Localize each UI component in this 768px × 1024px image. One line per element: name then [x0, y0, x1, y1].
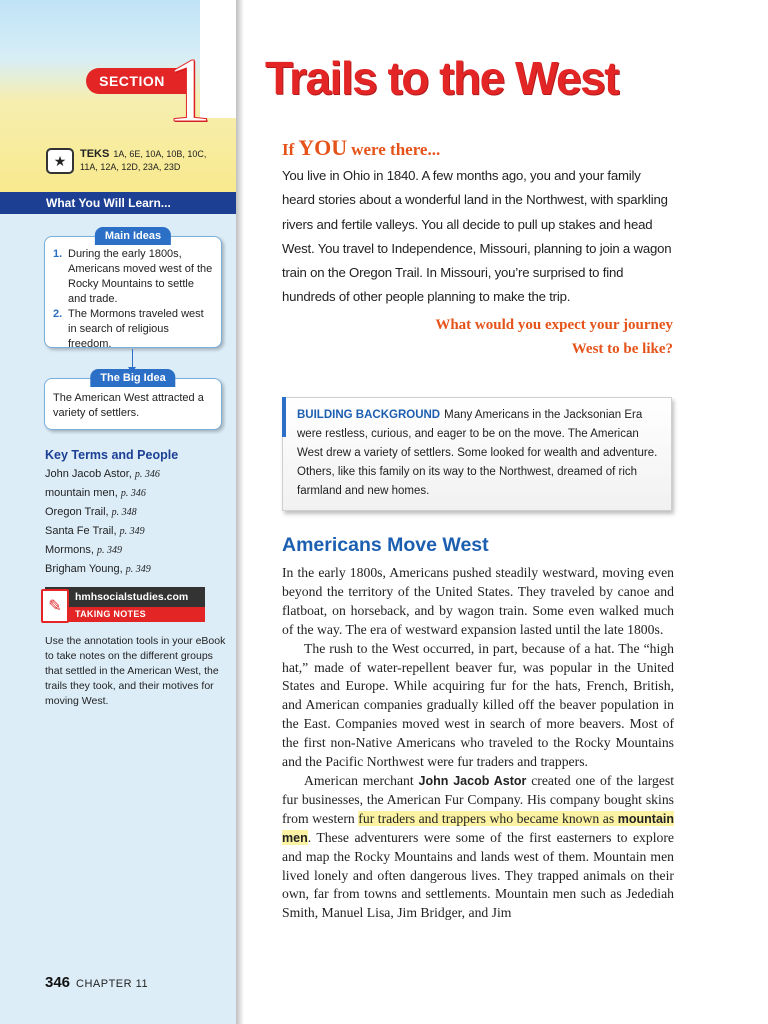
main-idea-number: 2.: [53, 308, 63, 320]
main-ideas-box: [44, 230, 222, 350]
what-you-will-learn-bar: What You Will Learn...: [0, 192, 236, 214]
page-number: 346: [45, 974, 71, 991]
key-term-mountain-men: mountain men: [282, 811, 675, 845]
building-background-text: Many Americans in the Jacksonian Era were restless, curious, and eager to be on the move. The American West drew a variety of settlers. Some looked for wealth and adventure. Others, like this family on its way to the Northwest, dreamed of rich farmland and new homes.: [297, 409, 658, 497]
key-term-item[interactable]: Mormons, p. 349: [45, 544, 122, 556]
section-badge: SECTION: [86, 68, 190, 94]
big-idea-text: The American West attracted a variety of settlers.: [53, 392, 204, 419]
definition-highlight: fur traders and trappers who became known as mountain men: [282, 810, 675, 845]
key-term-item[interactable]: mountain men, p. 346: [45, 487, 146, 499]
building-background-box: [282, 397, 672, 511]
key-term-item[interactable]: John Jacob Astor, p. 346: [45, 468, 160, 480]
key-term-item[interactable]: Santa Fe Trail, p. 349: [45, 525, 145, 537]
teks-standards: [46, 148, 226, 174]
key-term-item[interactable]: Oregon Trail, p. 348: [45, 506, 137, 518]
main-idea-text: The Mormons traveled west in search of religious freedom.: [68, 308, 204, 350]
taking-notes-label: TAKING NOTES: [45, 607, 205, 622]
main-idea-number: 1.: [53, 248, 63, 260]
taking-notes-text: Use the annotation tools in your eBook to take notes on the different groups that settled in the American West, the trails they took, and their motives for moving West.: [45, 635, 226, 707]
main-ideas-title: Main Ideas: [95, 227, 171, 245]
notebook-icon: ✎: [41, 589, 69, 623]
body-text: [282, 564, 674, 923]
arrow-down-icon: [132, 349, 133, 371]
key-term-astor: John Jacob Astor: [418, 773, 527, 788]
chapter-label: CHAPTER 11: [76, 978, 149, 990]
key-term-item[interactable]: Brigham Young, p. 349: [45, 563, 151, 575]
key-terms: [45, 448, 230, 579]
teks-label: TEKS: [80, 148, 110, 160]
page-title: Trails to the West: [265, 52, 619, 104]
website-label[interactable]: hmhsocialstudies.com: [45, 587, 205, 607]
taking-notes-link[interactable]: [45, 587, 205, 622]
main-idea-item: [53, 307, 213, 352]
texas-icon: ★: [46, 148, 74, 174]
key-terms-title: Key Terms and People: [45, 448, 179, 462]
big-idea-box: [44, 372, 222, 430]
teks-codes: 1A, 6E, 10A, 10B, 10C, 11A, 12A, 12D, 23A, 23D: [80, 149, 207, 172]
section-number: 1: [166, 39, 212, 141]
building-background-label: BUILDING BACKGROUND: [297, 409, 441, 421]
if-you-were-there-text: You live in Ohio in 1840. A few months ago, you and your family heard stories about a wonderful land in the Northwest, with sparkling rivers and fertile valleys. You all decide to pull up stakes and head West. You travel to Independence, Missouri, planning to join a wagon train on the Oregon Trail. In Missouri, you’re surprised to find hundreds of other people planning to make the trip.: [282, 168, 672, 305]
paragraph: In the early 1800s, Americans pushed steadily westward, moving even beyond the territory of the United States. They traveled by canoe and flatboat, on horseback, and by wagon train. Some even walked much of the way. The era of westward expansion lasted until the late 1800s.: [282, 565, 674, 637]
if-you-were-there-heading: If YOU were there...: [282, 135, 441, 160]
main-idea-text: During the early 1800s, Americans moved west of the Rocky Mountains to settle and trade.: [68, 248, 213, 305]
paragraph: The rush to the West occurred, in part, because of a hat. The “high hat,” made of water-repellent beaver fur, was popular in the United States and Europe. While acquiring fur for the hats, French, British, and American companies gradually killed off the beaver population in the East. Companies moved west in search of more beavers. Most of the first non-Native Americans who traveled to the Rocky Mountains and the Pacific Northwest were fur traders and trappers.: [282, 640, 674, 770]
page-footer: [45, 974, 148, 991]
section-heading: Americans Move West: [282, 534, 489, 556]
focus-question: What would you expect your journey West to be like?: [435, 317, 673, 357]
big-idea-title: The Big Idea: [90, 369, 175, 387]
paragraph: American merchant John Jacob Astor created one of the largest fur businesses, the American Fur Company. His company bought skins from western fur traders and trappers who became known as mountain men. These adventurers were some of the first easterners to explore and map the Rocky Mountains and lands west of them. Mountain men lived lonely and often dangerous lives. They trapped animals on their own, far from towns and settlements. Mountain men such as Jedediah Smith, Manuel Lisa, Jim Bridger, and Jim: [282, 772, 675, 921]
main-idea-item: [53, 247, 213, 307]
